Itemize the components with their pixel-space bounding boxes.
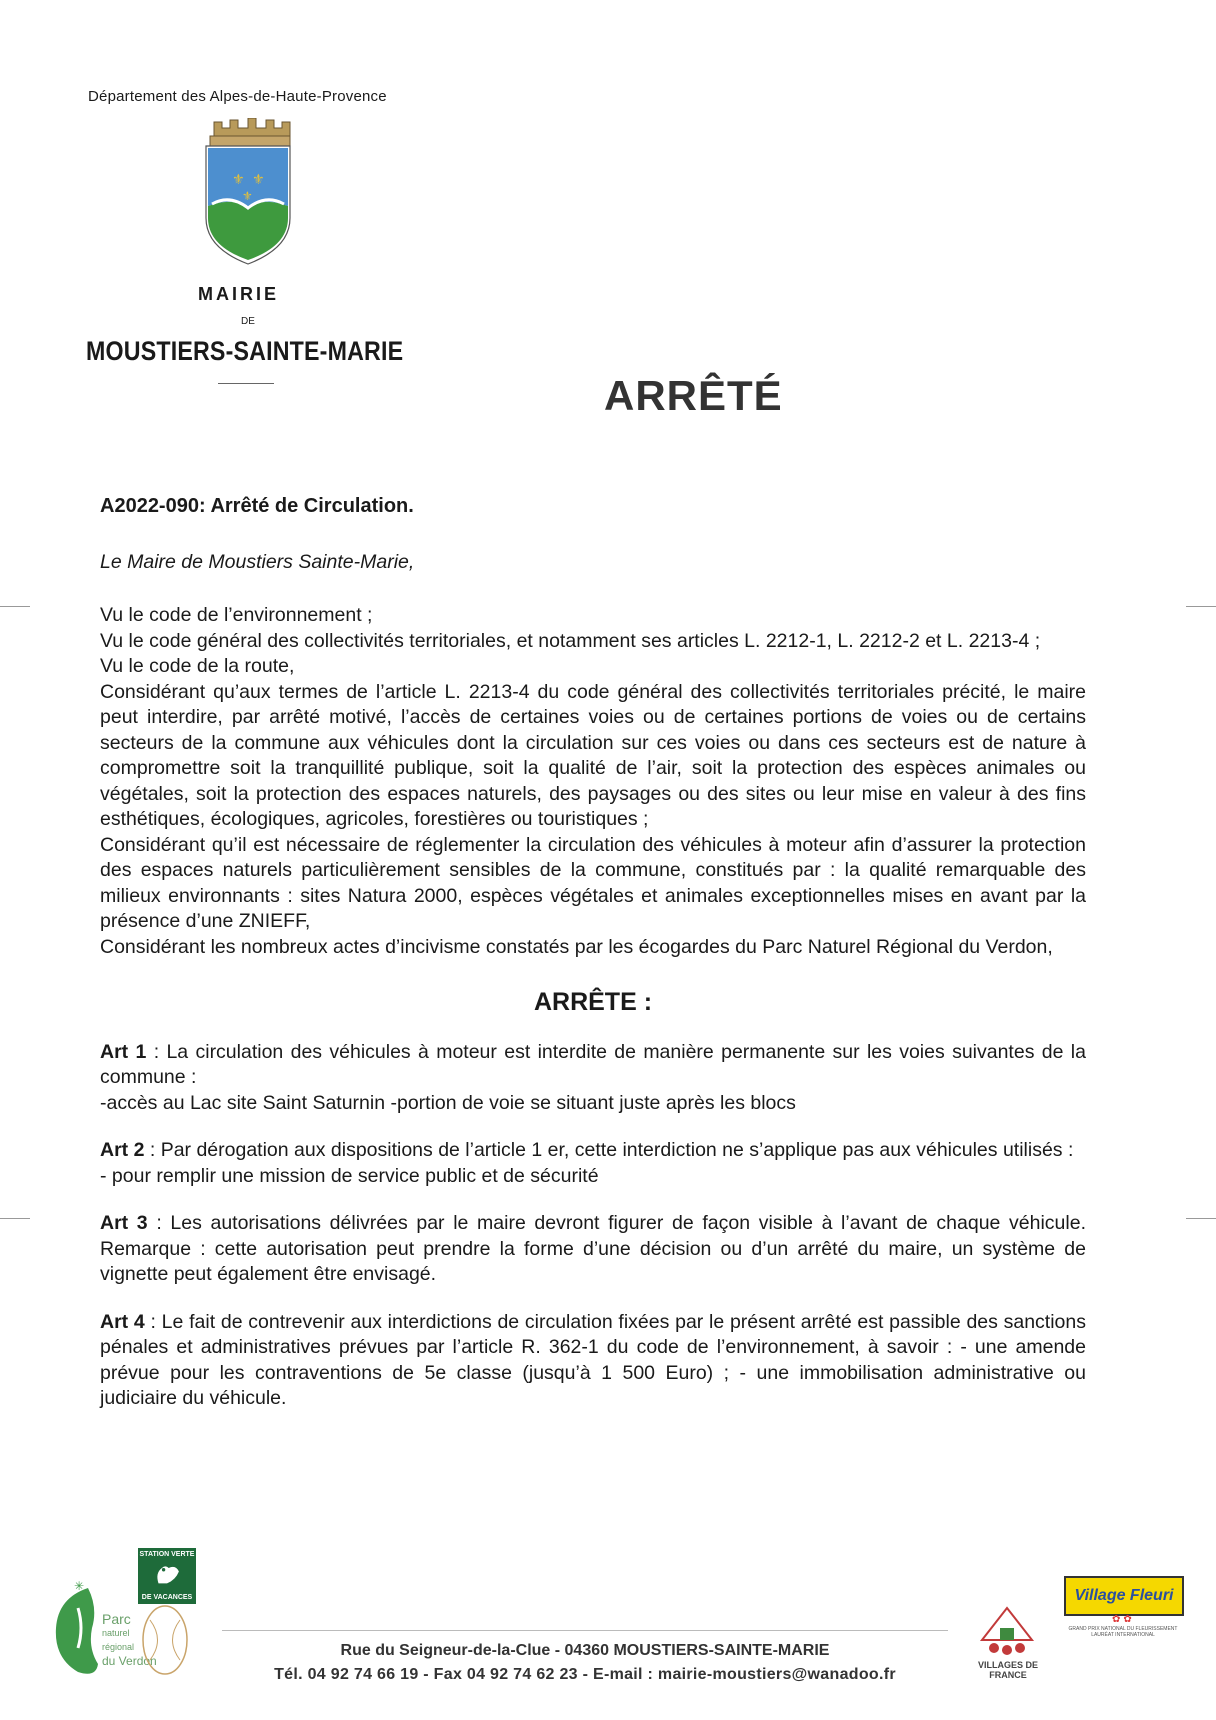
reference-line: A2022-090: Arrêté de Circulation.	[100, 495, 414, 517]
village-fleuri-flowers-icon: ✿✿	[1112, 1614, 1135, 1625]
article-4-text: : Le fait de contrevenir aux interdictions de circulation fixées par le présent arrêté est passible des sanctions pénales et administratives prévues par l’article R. 362-1 du code de l’environnement, à savoir : - une amende prévue pour les contraventions de 5e classe (jusqu’à 1 500 Euro) ; - une immobilisation administrative ou judiciaire du véhicule.	[100, 1310, 1087, 1409]
article-1-text: : La circulation des véhicules à moteur est interdite de manière permanente sur les voies suivantes de la commune :	[100, 1040, 1086, 1088]
article-2-item: - pour remplir une mission de service public et de sécurité	[100, 1164, 599, 1187]
article-4	[100, 1310, 1086, 1412]
article-2-text: : Par dérogation aux dispositions de l’article 1 er, cette interdiction ne s’applique pas aux véhicules utilisés :	[144, 1139, 1074, 1161]
preamble-line: Vu le code de l’environnement ;	[100, 604, 373, 626]
article-3	[100, 1211, 1086, 1288]
footer-contact: Tél. 04 92 74 66 19 - Fax 04 92 74 62 23 - E-mail : mairie-moustiers@wanadoo.fr	[274, 1666, 896, 1683]
station-verte-logo	[138, 1548, 196, 1604]
maire-line: Le Maire de Moustiers Sainte-Marie,	[100, 550, 415, 573]
station-verte-top: STATION VERTE	[139, 1551, 195, 1558]
article-2-label: Art 2	[100, 1139, 145, 1161]
article-1	[100, 1040, 1086, 1091]
footer-address: Rue du Seigneur-de-la-Clue - 04360 MOUSTIERS-SAINTE-MARIE	[340, 1642, 830, 1659]
department-label: Département des Alpes-de-Haute-Provence	[88, 88, 387, 105]
village-fleuri-subtitle: GRAND PRIX NATIONAL DU FLEURISSEMENT LAURÉAT INTERNATIONAL	[1068, 1626, 1178, 1638]
station-verte-bottom: DE VACANCES	[141, 1594, 193, 1601]
parc-line: naturel	[102, 1628, 130, 1638]
village-fleuri-logo: Village Fleuri	[1064, 1576, 1184, 1616]
svg-text:⚜: ⚜	[232, 172, 245, 188]
preamble-line: Vu le code de la route,	[100, 655, 295, 677]
rooster-icon	[150, 1561, 184, 1587]
footer-divider	[222, 1630, 948, 1631]
preamble-line: Considérant qu’aux termes de l’article L. 2213-4 du code général des collectivités territoriales précité, le maire peut interdire, par arrêté motivé, l’accès de certaines voies ou de certaines portions de voies ou de certains secteurs de la commune aux véhicules dont la circulation sur ces voies ou dans ces secteurs est de nature à compromettre soit la tranquillité publique, soit la qualité de l’air, soit la protection des espèces animales ou végétales, soit la protection des espaces naturels, des paysages ou des sites ou leur mise en valeur à des fins esthétiques, écologiques, agricoles, forestières ou touristiques ;	[100, 680, 1086, 830]
document-title: ARRÊTÉ	[604, 372, 783, 419]
preamble-line: Vu le code général des collectivités territoriales, et notamment ses articles L. 2212-1, L. 2212-2 et L. 2213-4 ;	[100, 629, 1041, 652]
svg-text:⚜: ⚜	[242, 189, 253, 203]
plus-beaux-villages-text: VILLAGES DE FRANCE	[977, 1660, 1038, 1680]
parc-line: du Verdon	[102, 1654, 157, 1668]
arrete-heading: ARRÊTE :	[533, 988, 653, 1016]
parc-line: régional	[102, 1642, 135, 1652]
mairie-label: MAIRIE	[198, 284, 279, 304]
document-body	[100, 494, 1086, 1412]
margin-mark	[0, 606, 30, 607]
svg-text:⚜: ⚜	[252, 172, 265, 188]
article-3-label: Art 3	[100, 1212, 148, 1234]
town-underline	[218, 383, 274, 384]
de-label: DE	[241, 316, 255, 327]
article-2	[100, 1138, 1086, 1164]
margin-mark	[1186, 1218, 1216, 1219]
preamble-line: Considérant qu’il est nécessaire de réglementer la circulation des véhicules à moteur afin d’assurer la protection des espaces naturels particulièrement sensibles de la commune, constitués par : la qualité remarquable des milieux environnants : sites Natura 2000, espèces végétales et animales exceptionnelles mises en avant par la présence d’une ZNIEFF,	[100, 833, 1086, 932]
article-1-label: Art 1	[100, 1040, 147, 1063]
town-crest-icon	[200, 118, 296, 268]
svg-text:✳: ✳	[74, 1579, 85, 1593]
town-name: MOUSTIERS-SAINTE-MARIE	[86, 336, 404, 366]
preamble-line: Considérant les nombreux actes d’incivisme constatés par les écogardes du Parc Naturel Régional du Verdon,	[100, 935, 1053, 958]
parc-line: Parc	[102, 1611, 131, 1627]
article-3-text: : Les autorisations délivrées par le maire devront figurer de façon visible à l’avant de chaque véhicule. Remarque : cette autorisation peut prendre la forme d’une décision ou d’un arrêté du maire, un système de vignette peut également être envisagé.	[100, 1212, 1086, 1285]
article-1-item: -accès au Lac site Saint Saturnin -portion de voie se situant juste après les blocs	[100, 1091, 796, 1114]
margin-mark	[1186, 606, 1216, 607]
villages-sites-logo-icon	[130, 1600, 200, 1680]
margin-mark	[0, 1218, 30, 1219]
article-4-label: Art 4	[100, 1310, 145, 1333]
